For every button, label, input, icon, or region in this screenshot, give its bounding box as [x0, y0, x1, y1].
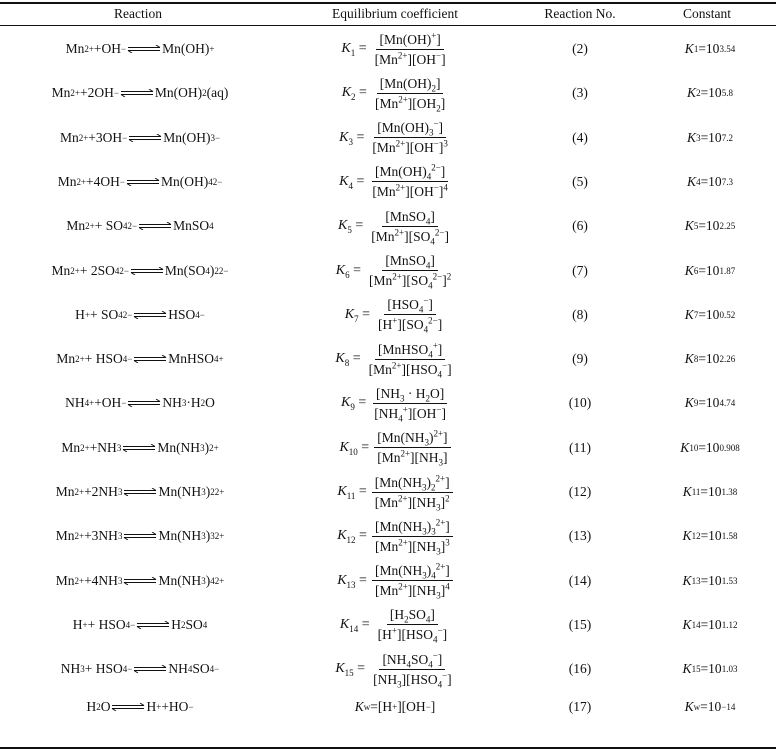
table-row	[0, 160, 776, 204]
fraction-denominator: $[Mn^{2+}][NH_3]$	[377, 448, 448, 468]
table-row	[0, 337, 776, 381]
fraction-denominator: $[Mn^{2+}][SO_4^{2-}]^2$	[369, 271, 452, 291]
reaction-equation: Mn 2+ +OH − Mn(OH) +	[65, 41, 215, 56]
equilibrium-expression: $K_{13}$ = $\frac{[Mn(NH_3)_4^{2+}]}{[Mn^{2+}][NH_3]^4}$	[300, 559, 490, 603]
constant-value: K 4 =10 7.3	[687, 173, 733, 189]
equilibrium-arrow-icon	[111, 703, 145, 711]
fraction-numerator: $[NH_4SO_4^-]$	[379, 651, 445, 670]
reaction-number: (9)	[572, 351, 588, 367]
reaction-equation: H + + HSO 4 − H 2 SO 4	[72, 616, 208, 632]
constant-value: K 2 =10 5.8	[687, 85, 733, 101]
fraction-denominator: $[Mn^{2+}][OH^-]$	[374, 50, 446, 67]
reaction-number: (5)	[572, 173, 588, 189]
equilibrium-expression: $K_5$ = $\frac{[MnSO_4]}{[Mn^{2+}][SO_4^{2-}]}$	[300, 204, 490, 248]
fraction-denominator: $[Mn^{2+}][NH_3]^3$	[374, 537, 450, 557]
reaction-equation: Mn 2+ +4NH 3 Mn(NH 3 ) 4 2+	[55, 572, 225, 588]
constant-value: K 10 =10 0.908	[680, 439, 740, 455]
constant-value: K 9 =10 4.74	[684, 395, 736, 411]
fraction-denominator: $[Mn^{2+}][OH^-]^4$	[372, 182, 448, 200]
header-number: Reaction No.	[544, 6, 616, 21]
equilibrium-arrow-icon	[123, 577, 157, 585]
constant-value: K 12 =10 1.58	[682, 528, 738, 544]
reaction-number: (12)	[568, 484, 592, 499]
equilibrium-expression: $K_2$ = $\frac{[Mn(OH)_2]}{[Mn^{2+}][OH_2]}$	[300, 71, 490, 115]
reaction-number: (14)	[568, 572, 592, 588]
equilibrium-expression: $K_8$ = $\frac{[MnHSO_4^+]}{[Mn^{2+}][HSO_4^-]}$	[300, 337, 490, 381]
reaction-equation: NH 3 + HSO 4 − NH 4 SO 4 −	[60, 661, 220, 677]
table-row	[0, 381, 776, 425]
fraction-numerator: [MnHSO$_4$+]	[375, 341, 445, 360]
table-row	[0, 116, 776, 160]
constant-value: K 15 =10 1.03	[682, 661, 738, 677]
equilibrium-arrow-icon	[126, 178, 160, 186]
table-row	[0, 293, 776, 337]
fraction-numerator: $[Mn(NH_3)^{2+}]$	[374, 429, 450, 448]
equilibrium-expression: $K_4$ = $\frac{[Mn(OH)_4^{2-}]}{[Mn^{2+}][OH^-]^4}$	[300, 160, 490, 204]
equilibrium-expression: $K_3$ = $\frac{[Mn(OH)_3^-]}{[Mn^{2+}][OH^-]^3}$	[300, 116, 490, 160]
equilibrium-arrow-icon	[127, 45, 161, 53]
table-row	[0, 249, 776, 293]
reaction-equation: Mn 2+ + HSO 4 − MnHSO 4 +	[56, 351, 224, 367]
fraction-numerator: $[Mn(OH)_4^{2-}]$	[372, 163, 448, 182]
equilibrium-arrow-icon	[133, 311, 167, 319]
reaction-number: (3)	[572, 85, 588, 101]
reaction-number: (11)	[569, 439, 591, 455]
table-row	[0, 692, 776, 722]
equilibrium-expression: $K_{12}$ = $\frac{[Mn(NH_3)_3^{2+}]}{[Mn^{2+}][NH_3]^3}$	[300, 514, 490, 558]
reaction-number: (7)	[572, 262, 588, 278]
reaction-equation: Mn 2+ +2NH 3 Mn(NH 3 ) 2 2+	[55, 484, 225, 499]
equilibrium-arrow-icon	[136, 621, 170, 629]
equilibrium-expression: $K_9$ = $\frac{[NH_3 \cdot H_2O]}{[NH_4^+][OH^-]}$	[300, 381, 490, 425]
reaction-equation: Mn 2+ +NH 3 Mn(NH 3 ) 2+	[61, 439, 219, 455]
fraction-denominator: $[Mn^{2+}][SO_4^{2-}]$	[371, 227, 449, 247]
constant-value: K 3 =10 7.2	[687, 129, 733, 145]
equilibrium-arrow-icon	[130, 267, 164, 275]
reaction-number: (4)	[572, 129, 588, 145]
fraction-denominator: $[NH_4^+][OH^-]$	[374, 404, 446, 424]
fraction-numerator: $[H_2SO_4]$	[387, 606, 438, 625]
header-coefficient: Equilibrium coefficient	[331, 6, 459, 21]
reaction-equation: Mn 2+ +2OH − Mn(OH) 2 (aq)	[51, 85, 229, 101]
fraction-numerator: [MnSO$_4$]	[382, 208, 438, 227]
reaction-equation: H 2 O H + +HO −	[86, 698, 194, 714]
fraction-denominator: $[Mn^{2+}][HSO_4^-]$	[368, 360, 452, 380]
reaction-number: (17)	[568, 698, 592, 714]
reaction-number: (15)	[568, 616, 592, 632]
bottom-rule	[0, 747, 776, 749]
equilibrium-arrow-icon	[123, 488, 157, 496]
reaction-number: (10)	[568, 395, 592, 411]
equilibrium-arrow-icon	[127, 399, 161, 407]
equilibrium-arrow-icon	[133, 355, 167, 363]
equilibrium-expression: $K_1$ = $\frac{[Mn(OH)^+]}{[Mn^{2+}][OH^-]}$	[300, 27, 490, 71]
fraction-numerator: $[Mn(NH_3)_3^{2+}]$	[372, 518, 453, 537]
constant-value: K 7 =10 0.52	[684, 306, 736, 322]
equilibrium-arrow-icon	[138, 222, 172, 230]
fraction-numerator: $[NH_3 \cdot H_2O]$	[373, 385, 447, 404]
header-constant: Constant	[682, 6, 731, 21]
equilibrium-expression: $K_{11}$ = $\frac{[Mn(NH_3)_2^{2+}]}{[Mn^{2+}][NH_3]^2}$	[300, 470, 490, 514]
reaction-equation: Mn 2+ + 2SO 4 2− Mn(SO 4 ) 2 2−	[51, 262, 229, 278]
table-row	[0, 204, 776, 248]
table-row	[0, 603, 776, 647]
table-row	[0, 559, 776, 603]
fraction-denominator: $[NH_3][HSO_4^-]$	[373, 670, 452, 690]
fraction-numerator: $[Mn(OH)_3^-]$	[374, 119, 446, 138]
fraction-numerator: $[Mn(OH)_2]$	[377, 75, 444, 94]
constant-value: K 14 =10 1.12	[682, 616, 738, 632]
fraction-denominator: $[H^+][HSO_4^-]$	[377, 625, 448, 646]
table-row	[0, 514, 776, 558]
equilibrium-arrow-icon	[128, 134, 162, 142]
reaction-number: (8)	[572, 306, 588, 322]
equilibrium-arrow-icon	[123, 532, 157, 540]
equilibrium-arrow-icon	[133, 665, 167, 673]
fraction-denominator: $[H^+][SO_4^{2-}]$	[378, 315, 443, 335]
equilibrium-expression: $K_{15}$ = $\frac{[NH_4SO_4^-]}{[NH_3][HSO_4^-]}$	[300, 647, 490, 691]
reaction-equation: H + + SO 4 2− HSO 4 −	[75, 306, 205, 322]
constant-value: K 11 =10 1.38	[682, 484, 738, 499]
reaction-number: (16)	[568, 661, 592, 677]
reaction-number: (2)	[572, 41, 588, 56]
fraction-denominator: $[Mn^{2+}][OH_2]$	[374, 94, 446, 114]
reaction-equation: Mn 2+ +4OH − Mn(OH) 4 2−	[57, 173, 223, 189]
constant-value: K 5 =10 2.25	[684, 218, 736, 234]
equilibrium-arrow-icon	[120, 89, 154, 97]
table-row	[0, 470, 776, 514]
table-row	[0, 647, 776, 691]
constant-value: K w =10 −14	[684, 698, 736, 714]
header-rule	[0, 25, 776, 26]
table-row	[0, 426, 776, 470]
table-row	[0, 27, 776, 71]
reaction-equation: Mn 2+ +3NH 3 Mn(NH 3 ) 3 2+	[55, 528, 225, 544]
equilibrium-expression: $K_{14}$ = $\frac{[H_2SO_4]}{[H^+][HSO_4^-]}$	[300, 603, 490, 647]
fraction-denominator: $[Mn^{2+}][NH_3]^2$	[374, 493, 450, 513]
fraction-numerator: [Mn(OH)+]	[376, 31, 443, 50]
equilibrium-expression: $K_6$ = $\frac{[MnSO_4]}{[Mn^{2+}][SO_4^{2-}]^2}$	[300, 249, 490, 293]
equilibrium-expression: $K_7$ = $\frac{[HSO_4^-]}{[H^+][SO_4^{2-}]}$	[300, 293, 490, 337]
fraction-denominator: $[Mn^{2+}][OH^-]^3$	[372, 138, 448, 156]
table-row	[0, 71, 776, 115]
reaction-equation: Mn 2+ +3OH − Mn(OH) 3 −	[59, 129, 221, 145]
constant-value: K 1 =10 3.54	[684, 41, 736, 56]
constant-value: K 8 =10 2.26	[684, 351, 736, 367]
fraction-numerator: [MnSO$_4$]	[382, 252, 438, 271]
equilibrium-expression: $K_{10}$ = $\frac{[Mn(NH_3)^{2+}]}{[Mn^{2+}][NH_3]}$	[300, 426, 490, 470]
constant-value: K 6 =10 1.87	[684, 262, 736, 278]
fraction-numerator: $[HSO_4^-]$	[384, 296, 436, 315]
reaction-equation: Mn 2+ + SO 4 2− MnSO 4	[66, 218, 214, 234]
equilibrium-arrow-icon	[122, 444, 156, 452]
fraction-numerator: $[Mn(NH_3)_4^{2+}]$	[372, 562, 453, 581]
header-reaction: Reaction	[114, 6, 162, 21]
constant-value: K 13 =10 1.53	[682, 572, 738, 588]
fraction-denominator: $[Mn^{2+}][NH_3]^4$	[374, 581, 450, 601]
top-rule	[0, 2, 776, 4]
equilibrium-expression: K w =[H + ][OH − ]	[354, 698, 436, 714]
reaction-number: (6)	[572, 218, 588, 234]
reaction-equation: NH 4 + +OH − NH 3 ·H 2 O	[65, 395, 215, 411]
fraction-numerator: $[Mn(NH_3)_2^{2+}]$	[372, 474, 453, 493]
reaction-number: (13)	[568, 528, 592, 544]
